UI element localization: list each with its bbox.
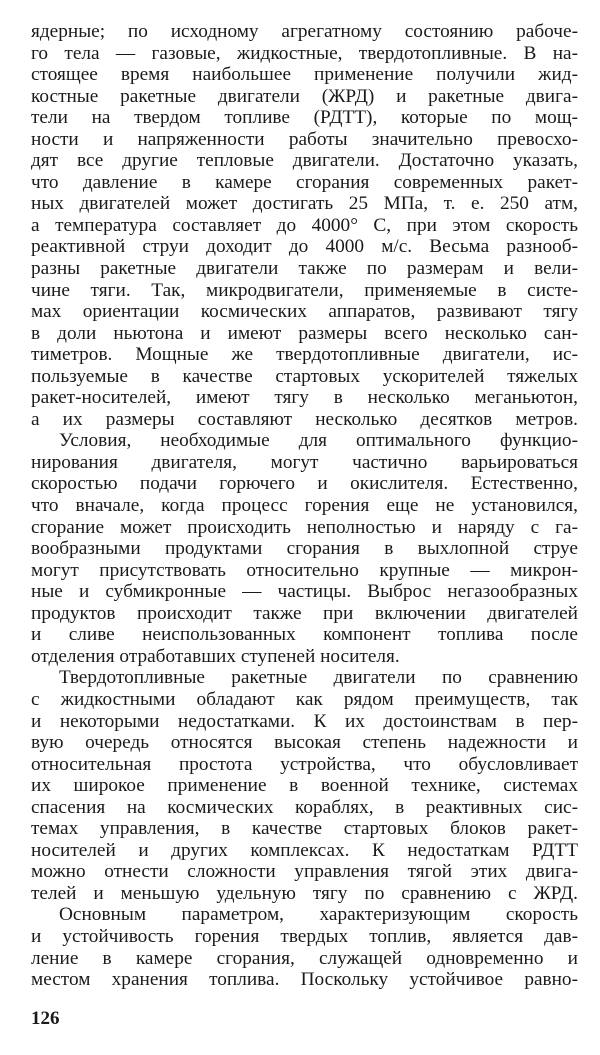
text-line: темах управления, в качестве стартовых блоков ракет-	[31, 818, 578, 840]
text-line: пользуемые в качестве стартовых ускорителей тяжелых	[31, 365, 578, 387]
text-line: ление в камере сгорания, служащей одновременно и	[31, 947, 578, 969]
text-line: а температура составляет до 4000° С, при этом скорость	[31, 214, 578, 236]
text-line: их широкое применение в военной технике, системах	[31, 775, 578, 797]
text-line: сгорание может происходить неполностью и наряду с га-	[31, 516, 578, 538]
text-line: ных двигателей может достигать 25 МПа, т. е. 250 атм,	[31, 193, 578, 215]
text-line: можно отнести сложности управления тягой этих двига-	[31, 861, 578, 883]
text-line: отделения отработавших ступеней носителя.	[31, 645, 400, 667]
text-line: что давление в камере сгорания современных ракет-	[31, 171, 578, 193]
text-line: носителей и других комплексах. К недостаткам РДТТ	[31, 839, 578, 861]
text-line: разны ракетные двигатели также по размерам и вели-	[31, 258, 578, 280]
text-line: спасения на космических кораблях, в реактивных сис-	[31, 796, 578, 818]
text-line: вообразными продуктами сгорания в выхлопной струе	[31, 538, 578, 560]
text-line: дят все другие тепловые двигатели. Достаточно указать,	[31, 150, 578, 172]
page-number: 126	[31, 1008, 60, 1029]
text-line: мах ориентации космических аппаратов, развивают тягу	[31, 301, 578, 323]
text-line: телей и меньшую удельную тягу по сравнению с ЖРД.	[31, 882, 578, 904]
text-line: ядерные; по исходному агрегатному состоянию рабоче-	[31, 21, 578, 42]
text-line: Твердотопливные ракетные двигатели по сравнению	[59, 667, 578, 689]
text-line: Основным параметром, характеризующим скорость	[59, 904, 578, 926]
text-line: в доли ньютона и имеют размеры всего несколько сан-	[31, 322, 578, 344]
body-text	[31, 21, 578, 991]
text-line: нирования двигателя, могут частично варьироваться	[31, 451, 578, 473]
text-line: ности и напряженности работы значительно превосхо-	[31, 128, 578, 150]
text-line: и некоторыми недостатками. К их достоинствам в пер-	[31, 710, 578, 732]
text-line: и сливе неиспользованных компонент топлива после	[31, 624, 578, 646]
text-line: относительная простота устройства, что обусловливает	[31, 753, 578, 775]
text-line: реактивной струи доходит до 4000 м/с. Весьма разнооб-	[31, 236, 578, 258]
text-line: ракет-носителей, имеют тягу в несколько меганьютон,	[31, 387, 578, 409]
text-line: скоростью подачи горючего и окислителя. Естественно,	[31, 473, 578, 495]
text-line: с жидкостными обладают как рядом преимуществ, так	[31, 688, 578, 710]
text-line: могут присутствовать относительно крупные — микрон-	[31, 559, 578, 581]
text-line: что вначале, когда процесс горения еще не установился,	[31, 495, 578, 517]
text-line: тели на твердом топливе (РДТТ), которые по мощ-	[31, 107, 578, 129]
text-line: ные и субмикронные — частицы. Выброс негазообразных	[31, 581, 578, 603]
text-line: го тела — газовые, жидкостные, твердотопливные. В на-	[31, 42, 578, 64]
text-line: костные ракетные двигатели (ЖРД) и ракетные двига-	[31, 85, 578, 107]
text-line: а их размеры составляют несколько десятков метров.	[31, 408, 578, 430]
text-line: чине тяги. Так, микродвигатели, применяемые в систе-	[31, 279, 578, 301]
text-line: тиметров. Мощные же твердотопливные двигатели, ис-	[31, 344, 578, 366]
text-line: Условия, необходимые для оптимального функцио-	[59, 430, 578, 452]
text-line: и устойчивость горения твердых топлив, является дав-	[31, 925, 578, 947]
text-line: стоящее время наибольшее применение получили жид-	[31, 64, 578, 86]
text-line: вую очередь относятся высокая степень надежности и	[31, 732, 578, 754]
text-line: местом хранения топлива. Поскольку устойчивое равно-	[31, 969, 578, 991]
text-line: продуктов происходит также при включении двигателей	[31, 602, 578, 624]
